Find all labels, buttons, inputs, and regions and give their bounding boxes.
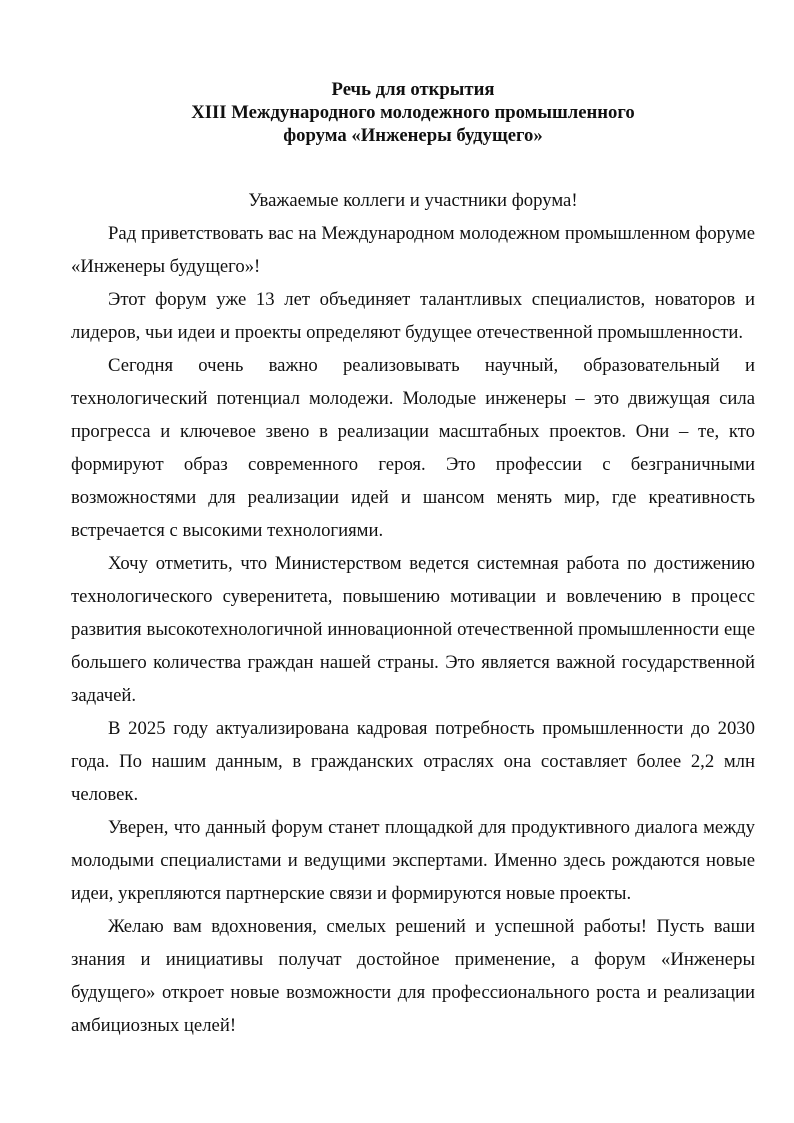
paragraph-7: Желаю вам вдохновения, смелых решений и успешной работы! Пусть ваши знания и инициативы получат достойное применение, а форум «Инженеры будущего» откроет новые возможности для профессионального роста и реализации амбициозных целей!: [71, 916, 755, 1036]
document-title: [71, 78, 755, 147]
paragraph-1: Рад приветствовать вас на Международном молодежном промышленном форуме «Инженеры будущего»!: [71, 223, 755, 277]
greeting-line: Уважаемые коллеги и участники форума!: [248, 190, 578, 211]
paragraph-5: В 2025 году актуализирована кадровая потребность промышленности до 2030 года. По нашим данным, в гражданских отраслях она составляет более 2,2 млн человек.: [71, 718, 755, 805]
title-line-2: XIII Международного молодежного промышленного: [191, 102, 635, 123]
paragraph-6: Уверен, что данный форум станет площадкой для продуктивного диалога между молодыми специалистами и ведущими экспертами. Именно здесь рождаются новые идеи, укрепляются партнерские связи и формируются новые проекты.: [71, 817, 755, 904]
paragraph-3: Сегодня очень важно реализовывать научный, образовательный и технологический потенциал молодежи. Молодые инженеры – это движущая сила прогресса и ключевое звено в реализации масштабных проектов. Они – те, кто формируют образ современного героя. Это профессии с безграничными возможностями для реализации идей и шансом менять мир, где креативность встречается с высокими технологиями.: [71, 355, 755, 541]
document-body: [71, 184, 755, 1042]
paragraph-2: Этот форум уже 13 лет объединяет талантливых специалистов, новаторов и лидеров, чьи идеи и проекты определяют будущее отечественной промышленности.: [71, 289, 755, 343]
paragraph-4: Хочу отметить, что Министерством ведется системная работа по достижению технологического суверенитета, повышению мотивации и вовлечению в процесс развития высокотехнологичной инновационной отечественной промышленности еще большего количества граждан нашей страны. Это является важной государственной задачей.: [71, 553, 755, 706]
title-line-3: форума «Инженеры будущего»: [283, 125, 543, 146]
title-line-1: Речь для открытия: [331, 79, 495, 100]
